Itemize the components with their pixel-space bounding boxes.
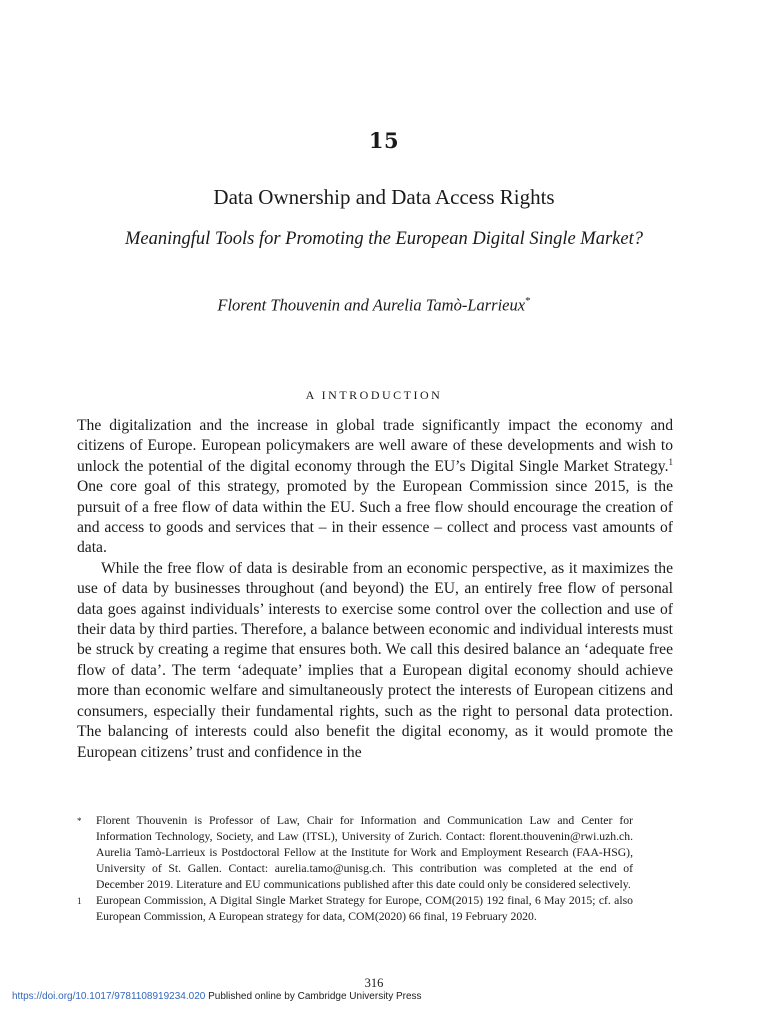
doi-link[interactable]: https://doi.org/10.1017/9781108919234.020 (12, 991, 206, 1002)
footnote-text: Florent Thouvenin is Professor of Law, Chair for Information and Communication Law and Center for Information Technology, Society, and Law (ITSL), University of Zurich. Contact: florent.thouvenin@rwi.uzh.ch. Aurelia Tamò-Larrieux is Postdoctoral Fellow at the Institute for Work and Employment Research (FAA-HSG), University of St. Gallen. Contact: aurelia.tamo@unisg.ch. This contribution was completed at the end of December 2019. Literature and EU communications published after this date could only be considered selectively. (96, 814, 633, 891)
footnote-author (77, 813, 633, 893)
body-text (77, 416, 673, 763)
section-heading-introduction: A INTRODUCTION (305, 388, 443, 402)
chapter-subtitle: Meaningful Tools for Promoting the European Digital Single Market? (125, 229, 643, 249)
footnote-text: European Commission, A Digital Single Market Strategy for Europe, COM(2015) 192 final, 6 May 2015; cf. also European Commission, A European strategy for data, COM(2020) 66 final, 19 February 2020. (96, 894, 633, 923)
page-number: 316 (364, 976, 384, 990)
footnote-1 (77, 893, 633, 925)
paragraph-1-text-a: The digitalization and the increase in global trade significantly impact the economy and citizens of Europe. European policymakers are well aware of these developments and wish to unlock the potential of the digital economy through the EU’s Digital Single Market Strategy. (77, 417, 673, 475)
footnotes (77, 813, 633, 925)
chapter-title: Data Ownership and Data Access Rights (213, 185, 555, 209)
footnote-marker: * (77, 816, 82, 826)
author-footnote-marker[interactable]: * (525, 295, 531, 307)
footnote-ref-1[interactable]: 1 (668, 456, 673, 467)
paragraph-1-text-b: One core goal of this strategy, promoted by the European Commission since 2015, is the pursuit of a free flow of data within the EU. Such a free flow should encourage the creation of and access to goods and services that – in their essence – collect and process vast amounts of data. (77, 478, 673, 557)
doi-suffix: Published online by Cambridge University Press (205, 991, 422, 1002)
paragraph-1 (77, 416, 673, 559)
doi-line (12, 991, 422, 1002)
paragraph-2: While the free flow of data is desirable from an economic perspective, as it maximizes the use of data by businesses throughout (and beyond) the EU, an entirely free flow of personal data goes against individuals’ interests to exercise some control over the collection and use of their data by third parties. Therefore, a balance between economic and individual interests must be struck by creating a regime that ensures both. We call this desired balance an ‘adequate free flow of data’. The term ‘adequate’ implies that a European digital economy should achieve more than economic welfare and simultaneously protect the interests of European citizens and consumers, especially their fundamental rights, such as the right to personal data protection. The balancing of interests could also benefit the digital economy, as it would promote the European citizens’ trust and confidence in the (77, 559, 673, 761)
chapter-number: 15 (368, 128, 400, 153)
chapter-authors (0, 295, 748, 316)
footnote-marker: 1 (77, 896, 82, 906)
authors-names: Florent Thouvenin and Aurelia Tamò-Larrieux (217, 295, 526, 315)
